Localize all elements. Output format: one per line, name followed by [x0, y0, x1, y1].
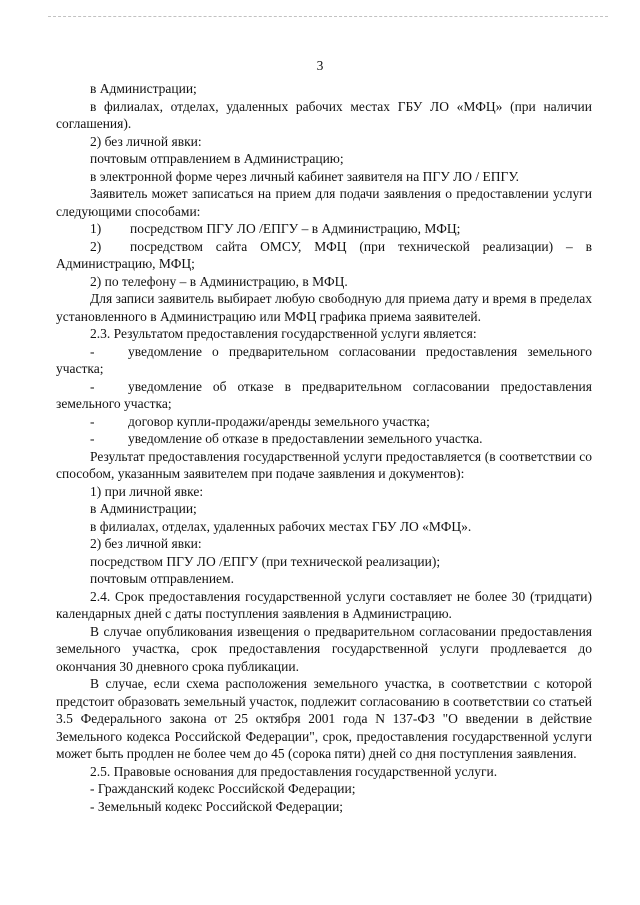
paragraph: в электронной форме через личный кабинет заявителя на ПГУ ЛО / ЕПГУ. [90, 168, 520, 184]
list-item [56, 343, 592, 378]
paragraph: в филиалах, отделах, удаленных рабочих местах ГБУ ЛО «МФЦ». [90, 518, 472, 534]
paragraph: 2) по телефону – в Администрацию, в МФЦ. [90, 273, 348, 289]
paragraph: в Администрации; [90, 501, 197, 516]
paragraph: в филиалах, отделах, удаленных рабочих местах ГБУ ЛО «МФЦ» (при наличии соглашения). [56, 98, 592, 131]
list-item [56, 238, 592, 273]
paragraph: посредством ПГУ ЛО /ЕПГУ (при технической реализации); [90, 553, 441, 569]
document-body [56, 80, 592, 815]
list-item [56, 220, 592, 238]
list-marker: 2) [90, 238, 102, 254]
paragraph: 2) без личной явки: [90, 133, 202, 149]
scan-edge-line [48, 16, 608, 17]
paragraph: Заявитель может записаться на прием для подачи заявления о предоставлении услуги следующими способами: [56, 186, 592, 219]
paragraph: В случае, если схема расположения земельного участка, в соответствии с которой предстоит образовать земельный участок, подлежит согласованию в соответствии со статьей 3.5 Федерального закона от 25 октября 2001 года N 137-ФЗ "О введении в действие Земельного кодекса Российской Федерации", срок, предоставления государственной услуги может быть продлен не более чем до 45 (сорока пяти) дней со дня поступления заявления. [56, 676, 592, 761]
paragraph: 2.4. Срок предоставления государственной услуги составляет не более 30 (тридцати) календарных дней с даты поступления заявления в Администрацию. [56, 588, 592, 621]
list-item [56, 413, 592, 431]
list-item-text: договор купли-продажи/аренды земельного участка; [128, 413, 430, 429]
list-marker: - [90, 378, 95, 394]
page-number: 3 [316, 58, 324, 73]
list-marker: - [90, 413, 95, 429]
paragraph: 2) без личной явки: [90, 536, 202, 551]
list-item: - Земельный кодекс Российской Федерации; [90, 798, 344, 814]
list-item-text: уведомление об отказе в предоставлении земельного участка. [128, 431, 483, 446]
paragraph: Результат предоставления государственной услуги предоставляется (в соответствии со способом, указанным заявителем при подаче заявления и документов): [56, 448, 592, 481]
section-heading: 2.5. Правовые основания для предоставления государственной услуги. [90, 763, 498, 779]
list-item-text: посредством сайта ОМСУ, МФЦ (при технической реализации) – в Администрацию, МФЦ; [56, 238, 592, 271]
list-item-text: посредством ПГУ ЛО /ЕПГУ – в Администрацию, МФЦ; [130, 221, 461, 236]
list-item [56, 430, 592, 448]
list-marker: 1) [90, 221, 102, 236]
list-marker: - [90, 431, 95, 446]
list-item-text: уведомление об отказе в предварительном согласовании предоставления земельного участка; [56, 378, 592, 411]
paragraph: 1) при личной явке: [90, 483, 204, 499]
list-item [56, 378, 592, 413]
paragraph: почтовым отправлением. [90, 571, 234, 586]
paragraph: почтовым отправлением в Администрацию; [90, 151, 344, 166]
paragraph: Для записи заявитель выбирает любую свободную для приема дату и время в пределах установленного в Администрацию или МФЦ графика приема заявителей. [56, 291, 592, 324]
section-heading: 2.3. Результатом предоставления государственной услуги является: [90, 326, 477, 341]
list-marker: - [90, 343, 95, 359]
paragraph: В случае опубликования извещения о предварительном согласовании предоставления земельного участка, срок предоставления государственной услуги продлевается до окончания 30 дневного срока публикации. [56, 623, 592, 674]
list-item-text: уведомление о предварительном согласовании предоставления земельного участка; [56, 343, 592, 376]
list-item: - Гражданский кодекс Российской Федерации; [90, 781, 356, 796]
paragraph: в Администрации; [90, 81, 197, 96]
